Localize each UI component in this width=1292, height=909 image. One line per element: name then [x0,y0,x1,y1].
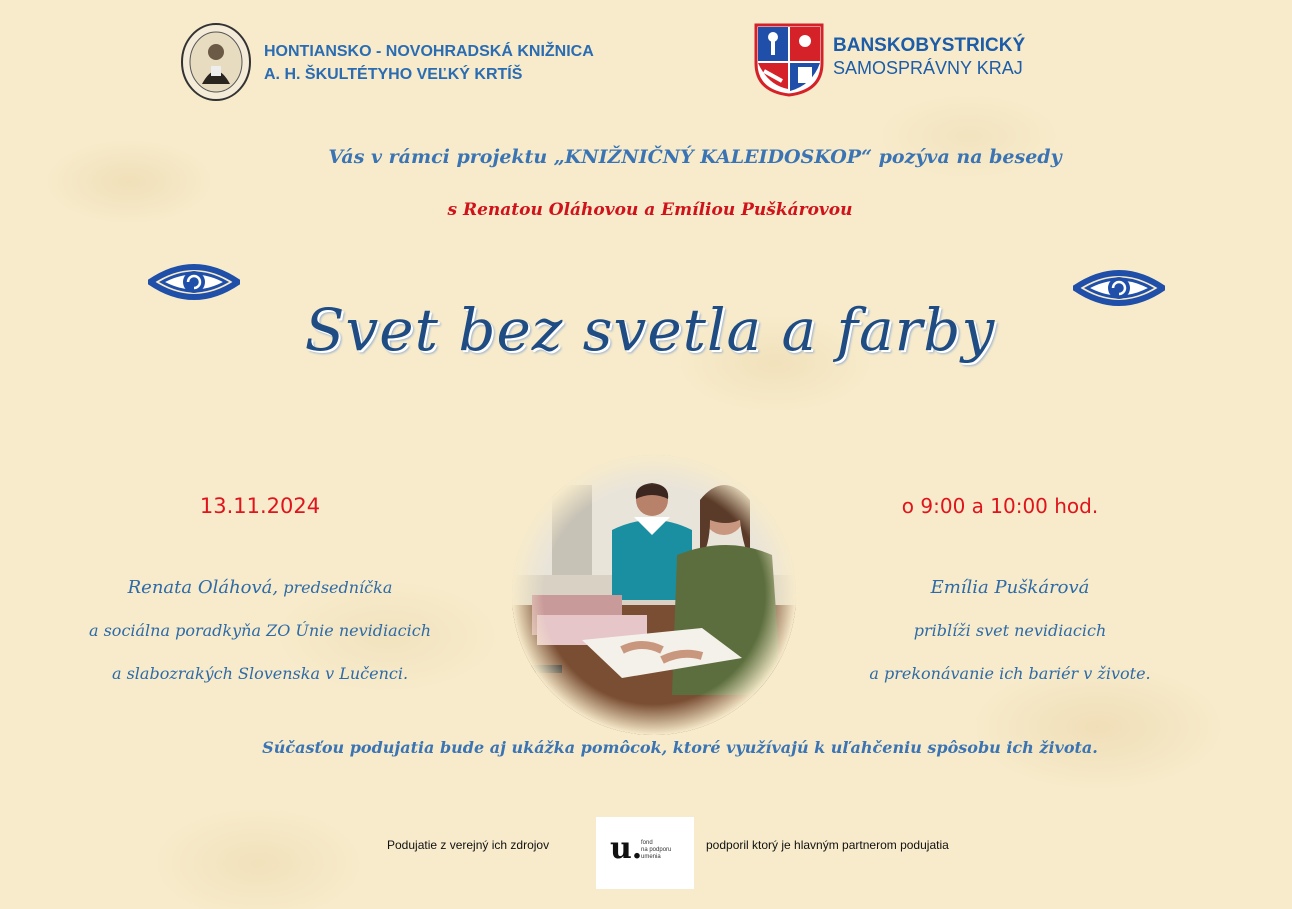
library-name [264,40,594,86]
speaker-left-line1 [80,566,440,609]
region-name-line1: BANSKOBYSTRICKÝ [833,35,1026,56]
library-name-line1: HONTIANSKO - NOVOHRADSKÁ KNIŽNICA [264,43,594,60]
fund-logo-text-2: na podporu [641,847,672,853]
invite-text: Vás v rámci projektu „KNIŽNIČNÝ KALEIDOSKOP“ pozýva na besedy [328,146,1062,168]
guests-text: s Renatou Oláhovou a Emíliou Puškárovou [447,200,853,220]
speaker-right [860,566,1160,695]
fund-logo-text [641,840,671,861]
fund-logo [596,817,694,889]
footer-text-left: Podujatie z verejný ich zdrojov [387,838,550,852]
footer-text-right: podporil ktorý je hlavným partnerom podujatia [706,838,949,852]
speaker-right-line2: priblíži svet nevidiacich [913,621,1107,640]
speaker-left-line3: a slabozrakých Slovenska v Lučenci. [111,664,409,683]
fund-logo-text-1: fond [641,840,653,846]
event-date: 13.11.2024 [199,494,321,518]
speaker-left-name: Renata Oláhová, [127,577,279,598]
event-title: Svet bez svetla a farby [304,296,996,364]
fund-logo-text-3: umenia [641,854,661,860]
speaker-left-role: predsedníčka [278,578,393,597]
event-note: Súčasťou podujatia bude aj ukážka pomôcok, ktoré využívajú k uľahčeniu spôsobu ich života. [262,738,1098,757]
speaker-left [80,566,440,695]
speaker-right-line3: a prekonávanie ich bariér v živote. [869,664,1151,683]
region-name [833,34,1025,80]
library-seal-icon [180,22,252,102]
speaker-left-line2: a sociálna poradkyňa ZO Únie nevidiacich [88,621,432,640]
speaker-right-name: Emília Puškárová [930,577,1090,598]
region-crest-icon [754,23,824,97]
fund-logo-mark: u. [610,831,643,866]
library-name-line2: A. H. ŠKULTÉTYHO VEĽKÝ KRTÍŠ [264,66,523,83]
event-photo [512,455,796,735]
event-time: o 9:00 a 10:00 hod. [901,494,1099,518]
region-name-line2: SAMOSPRÁVNY KRAJ [833,58,1023,78]
